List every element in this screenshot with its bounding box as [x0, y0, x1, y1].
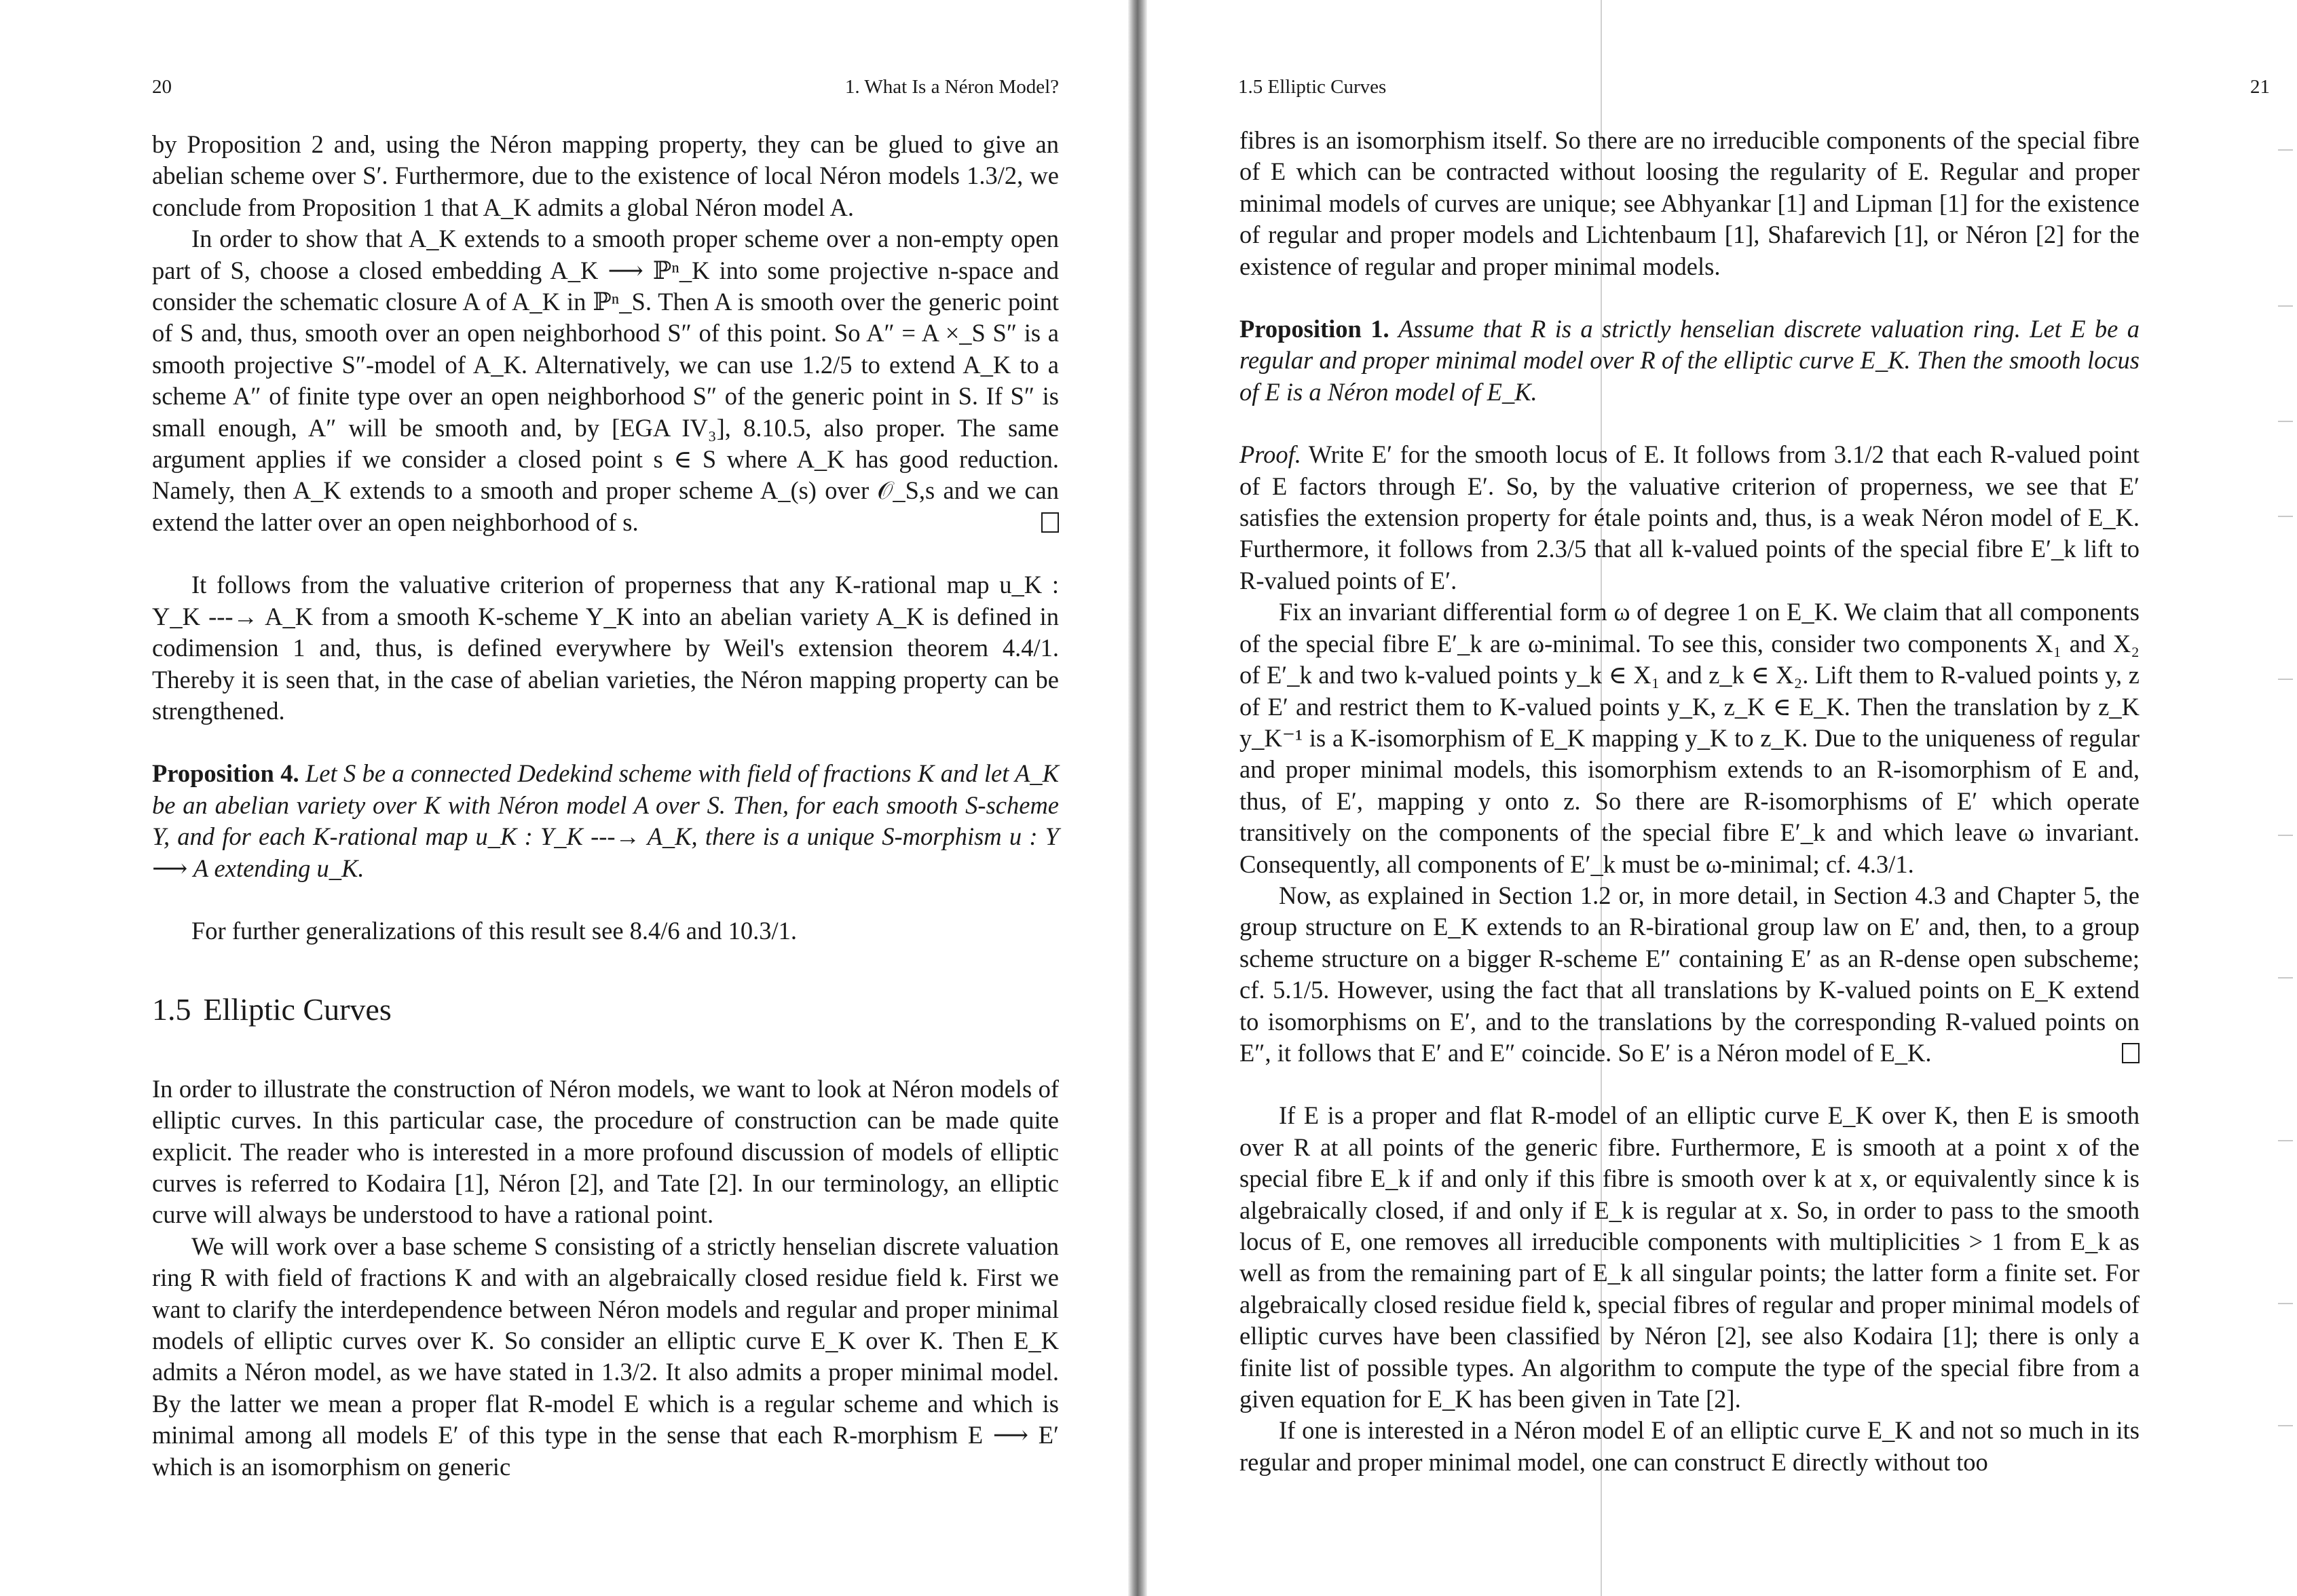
paragraph: by Proposition 2 and, using the Néron mapping property, they can be glued to give an abelian scheme over S′. Furthermore, due to the existence of local Néron models 1.3/2, we conclude from Proposition 1 that A_K admits a global Néron model A. [152, 130, 1059, 221]
running-head-left: 1. What Is a Néron Model? [844, 76, 1059, 98]
book-gutter [1128, 0, 1147, 1596]
section-heading [152, 994, 1059, 1025]
section-title: Elliptic Curves [203, 992, 392, 1027]
paragraph: For further generalizations of this result see 8.4/6 and 10.3/1. [191, 916, 798, 945]
proposition-text: Assume that R is a strictly henselian discrete valuation ring. Let E be a regular and proper minimal model over R of the elliptic curve E_K. Then the smooth locus of E is a Néron model of E_K. [1239, 315, 2140, 406]
proposition-4 [152, 758, 1059, 884]
proof-paragraph: Proof. Write E′ for the smooth locus of E. It follows from 3.1/2 that each R-valued point of E factors through E′. So, by the valuative criterion of properness, we see that E′ satisfies the extension property for étale points and, thus, is a weak Néron model of E_K. Furthermore, it follows from 2.3/5 that all k-valued points of the special fibre E′_k lift to R-valued points of E′. [1239, 440, 2140, 594]
section-number: 1.5 [152, 992, 191, 1027]
proposition-label: Proposition 1. [1239, 315, 1389, 343]
paragraph: In order to illustrate the construction of Néron models, we want to look at Néron models of elliptic curves. In this particular case, the procedure of construction can be made quite explicit. The reader who is interested in a more profound discussion of models of elliptic curves is referred to Kodaira [1], Néron [2], and Tate [2]. In our terminology, an elliptic curve will always be understood to have a rational point. [152, 1074, 1059, 1229]
paragraph: fibres is an isomorphism itself. So there are no irreducible components of the special fibre of E which can be contracted without loosing the regularity of E. Regular and proper minimal models of curves are unique; see Abhyankar [1] and Lipman [1] for the existence of regular and proper models and Lichtenbaum [1], Shafarevich [1], or Néron [2] for the existence of regular and proper minimal models. [1239, 126, 2140, 280]
paragraph: We will work over a base scheme S consisting of a strictly henselian discrete valuation ring R with field of fractions K and with an algebraically closed residue field k. First we want to clarify the interdependence between Néron models and regular and proper minimal models of elliptic curves over K. So consider an elliptic curve E_K over K. Then E_K admits a Néron model, as we have stated in 1.3/2. It also admits a proper minimal model. By the latter we mean a proper flat R-model E which is a regular scheme and which is minimal among all models E′ of this type in the sense that each R-morphism E ⟶ E′ which is an isomorphism on generic [152, 1232, 1059, 1481]
left-page [0, 0, 1127, 1596]
right-page [1147, 0, 2297, 1596]
paragraph: If one is interested in a Néron model E of an elliptic curve E_K and not so much in its regular and proper minimal model, one can construct E directly without too [1239, 1416, 2140, 1476]
proof-label: Proof. [1239, 440, 1301, 469]
margin-marks [2278, 136, 2293, 1493]
qed-box-icon [1041, 512, 1059, 533]
paragraph: In order to show that A_K extends to a smooth proper scheme over a non-empty open part of S, choose a closed embedding A_K ⟶ ℙⁿ_K into some projective n-space and consider the schematic closure A of A_K in ℙⁿ_S. Then A is smooth over the generic point of S and, thus, smooth over an open neighborhood S″ of this point. So A″ = A ×_S S″ is a smooth projective S″-model of A_K. Alternatively, we can use 1.2/5 to extend A_K to a scheme A″ of finite type over an open neighborhood S″ of the generic point in S. If S″ is small enough, A″ will be smooth and, by [EGA IV₃], 8.10.5, also proper. The same argument applies if we consider a closed point s ∈ S where A_K has good reduction. Namely, then A_K extends to a smooth and proper scheme A_(s) over 𝒪_S,s and we can extend the latter over an open neighborhood of s. [152, 225, 1059, 536]
left-body [152, 129, 1059, 1483]
qed-box-icon [2122, 1043, 2140, 1063]
running-head-right: 1.5 Elliptic Curves [1238, 76, 1387, 98]
proof-paragraph: Now, as explained in Section 1.2 or, in more detail, in Section 4.3 and Chapter 5, the group structure on E_K extends to an R-birational group law on E′ and, then, to a group scheme structure on a bigger R-scheme E″ containing E′ as an R-dense open subscheme; cf. 5.1/5. However, using the fact that all translations by K-valued points on E_K extend to isomorphisms on E′, and to the translations by the corresponding R-valued points on E″, it follows that E′ and E″ coincide. So E′ is a Néron model of E_K. [1239, 881, 2140, 1067]
page-number-right: 21 [2250, 76, 2270, 98]
paragraph: It follows from the valuative criterion of properness that any K-rational map u_K : Y_K ---→ A_K from a smooth K-scheme Y_K into an abelian variety A_K is defined in codimension 1 and, thus, is defined everywhere by Weil's extension theorem 4.4/1. Thereby it is seen that, in the case of abelian varieties, the Néron mapping property can be strengthened. [152, 571, 1059, 725]
proof-paragraph: Fix an invariant differential form ω of degree 1 on E_K. We claim that all components of the special fibre E′_k are ω-minimal. To see this, consider two components X₁ and X₂ of E′_k and two k-valued points y_k ∈ X₁ and z_k ∈ X₂. Lift them to R-valued points y, z of E′ and restrict them to K-valued points y_K, z_K ∈ E_K. Then the translation by z_K y_K⁻¹ is a K-isomorphism of E_K mapping y_K to z_K. Due to the uniqueness of regular and proper minimal models, this isomorphism extends to an R-isomorphism of E and, thus, of E′, mapping y onto z. So there are R-isomorphisms of E′ which operate transitively on the components of the special fibre E′_k and which leave ω invariant. Consequently, all components of E′_k must be ω-minimal; cf. 4.3/1. [1239, 598, 2140, 878]
right-body [1239, 125, 2140, 1478]
proposition-text: Let S be a connected Dedekind scheme with field of fractions K and let A_K be an abelian variety over K with Néron model A over S. Then, for each smooth S-scheme Y, and for each K-rational map u_K : Y_K ---→ A_K, there is a unique S-morphism u : Y ⟶ A extending u_K. [152, 759, 1059, 882]
paragraph: If E is a proper and flat R-model of an elliptic curve E_K over K, then E is smooth over R at all points of the generic fibre. Furthermore, E is smooth at a point x of the special fibre E_k if and only if this fibre is smooth over k at x, or equivalently since k is algebraically closed, if and only if E_k is regular at x. So, in order to pass to the smooth locus of E, one removes all irreducible components with multiplicities > 1 from E_k as well as from the remaining part of E_k all singular points; the latter form a finite set. For algebraically closed residue field k, special fibres of regular and proper minimal models of elliptic curves have been classified by Néron [2], see also Kodaira [1]; there is only a finite list of possible types. An algorithm to compute the type of the special fibre from a given equation for E_K has been given in Tate [2]. [1239, 1101, 2140, 1413]
proposition-1 [1239, 314, 2140, 408]
proposition-label: Proposition 4. [152, 759, 299, 788]
page-number-left: 20 [152, 76, 172, 98]
